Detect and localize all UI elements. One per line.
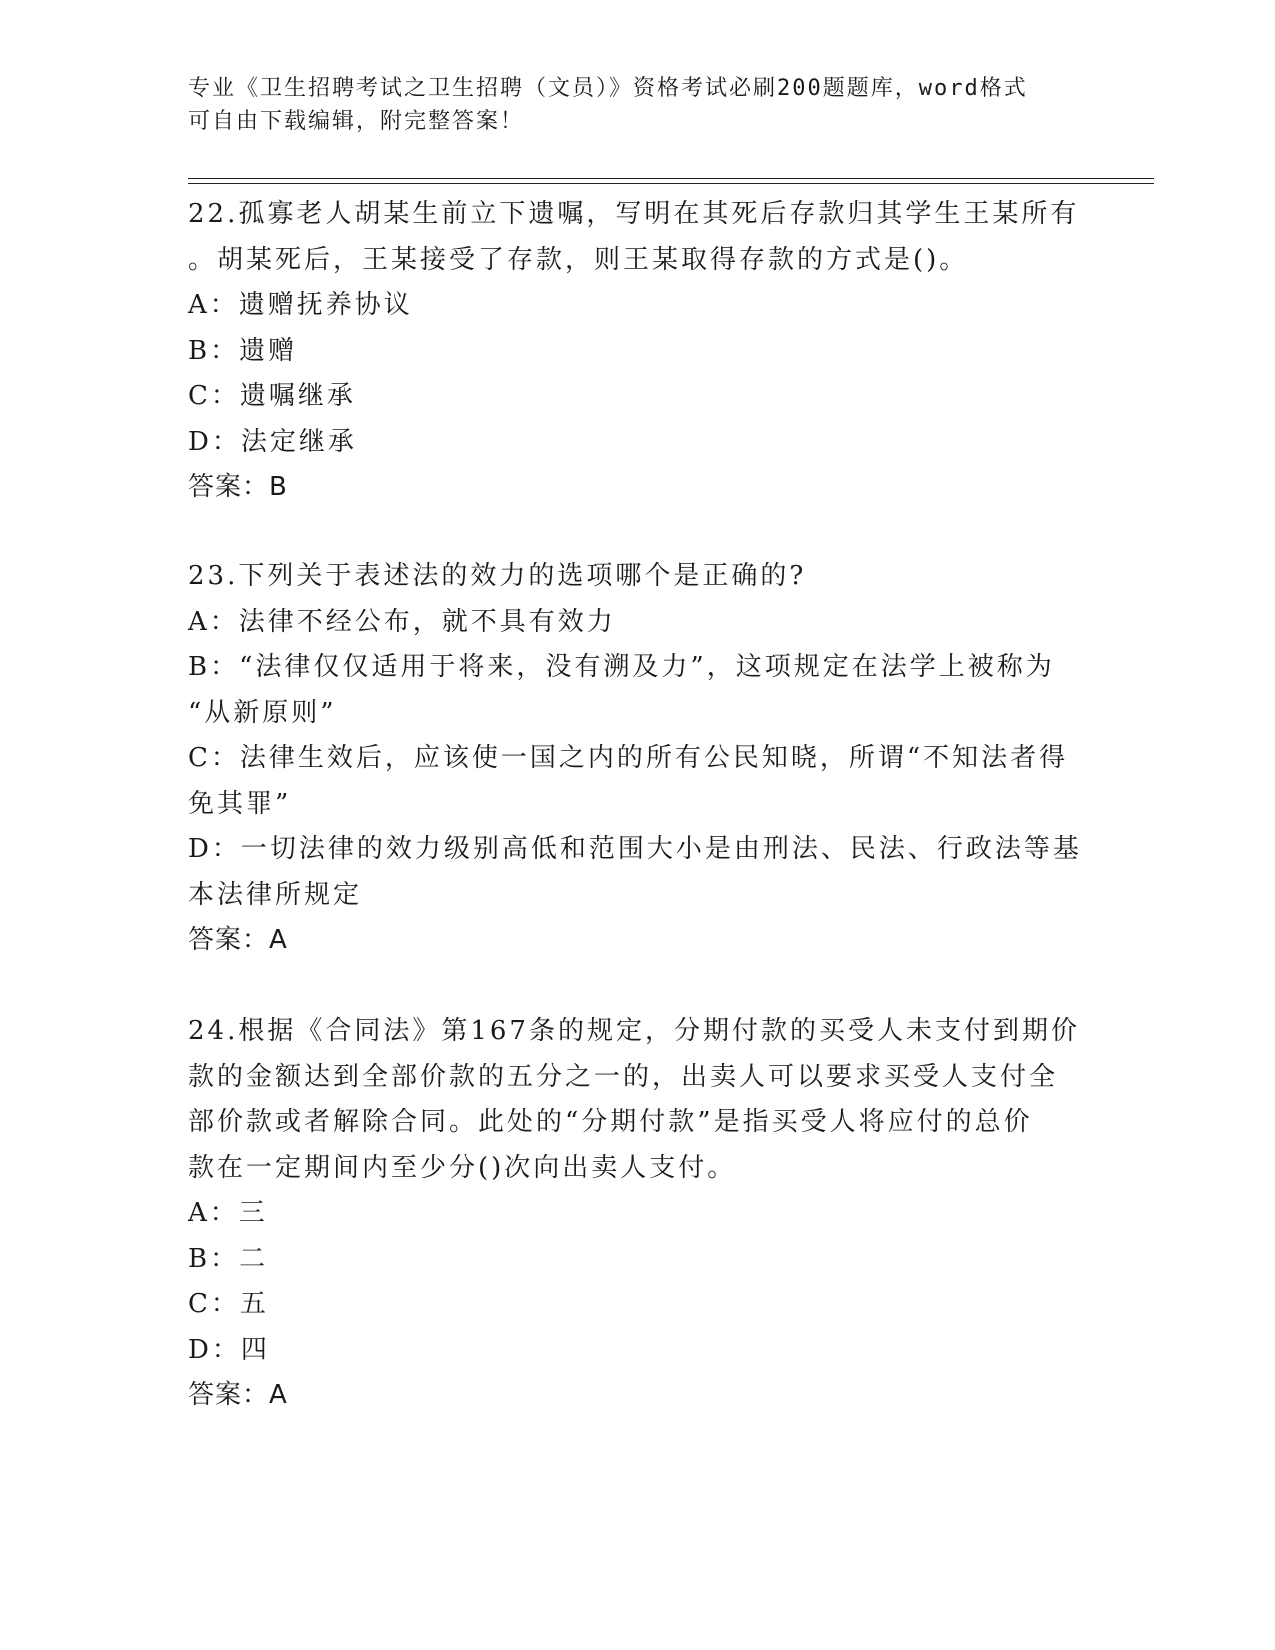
header-divider-bottom xyxy=(188,183,1154,184)
option-line: D：一切法律的效力级别高低和范围大小是由刑法、民法、行政法等基 xyxy=(188,834,1082,864)
option-b xyxy=(188,329,1078,375)
option-line: “从新原则” xyxy=(188,697,337,728)
option-line: 免其罪” xyxy=(188,788,292,819)
stem-line: 23.下列关于表述法的效力的选项哪个是正确的? xyxy=(188,561,807,591)
option-line: C：五 xyxy=(188,1289,269,1319)
option-line: B：二 xyxy=(188,1243,269,1274)
option-line: A：三 xyxy=(188,1198,268,1228)
option-line: A：遗赠抚养协议 xyxy=(188,290,413,320)
option-b xyxy=(188,645,1078,736)
header-divider-top xyxy=(188,178,1154,179)
option-c xyxy=(188,1282,1078,1328)
option-line: 本法律所规定 xyxy=(188,879,363,910)
header-line-2: 可自由下载编辑，附完整答案！ xyxy=(188,109,525,134)
question-stem xyxy=(188,554,1078,600)
question-23 xyxy=(188,554,1082,964)
option-c xyxy=(188,736,1078,827)
question-stem xyxy=(188,1009,1078,1191)
option-b xyxy=(188,1237,1078,1283)
option-line: A：法律不经公布，就不具有效力 xyxy=(188,606,616,637)
stem-line: 24.根据《合同法》第167条的规定，分期付款的买受人未支付到期价 xyxy=(188,1016,1080,1046)
document-header xyxy=(188,72,1068,138)
option-line: C：遗嘱继承 xyxy=(188,381,356,411)
question-22 xyxy=(188,192,1078,511)
option-d xyxy=(188,420,1078,466)
option-line: C：法律生效后，应该使一国之内的所有公民知晓，所谓“不知法者得 xyxy=(188,743,1069,773)
stem-line: 22.孤寡老人胡某生前立下遗嘱，写明在其死后存款归其学生王某所有 xyxy=(188,199,1080,229)
option-a xyxy=(188,283,1078,329)
question-stem xyxy=(188,192,1078,283)
header-line-1: 专业《卫生招聘考试之卫生招聘（文员）》资格考试必刷200题题库，word格式 xyxy=(188,76,1028,101)
answer-label: 答案：B xyxy=(188,472,288,502)
option-line: D：四 xyxy=(188,1334,270,1365)
option-line: B：“法律仅仅适用于将来，没有溯及力”，这项规定在法学上被称为 xyxy=(188,652,1055,682)
stem-line: 部价款或者解除合同。此处的“分期付款”是指买受人将应付的总价 xyxy=(188,1107,1033,1137)
stem-line: 款的金额达到全部价款的五分之一的，出卖人可以要求买受人支付全 xyxy=(188,1061,1059,1092)
question-24 xyxy=(188,1009,1078,1419)
stem-line: 。胡某死后，王某接受了存款，则王某取得存款的方式是()。 xyxy=(188,244,969,275)
option-line: D：法定继承 xyxy=(188,426,357,457)
option-c xyxy=(188,374,1078,420)
answer-label: 答案：A xyxy=(188,925,288,955)
stem-line: 款在一定期间内至少分()次向出卖人支付。 xyxy=(188,1152,737,1183)
option-d xyxy=(188,827,1082,918)
answer-label: 答案：A xyxy=(188,1380,288,1410)
option-line: B：遗赠 xyxy=(188,335,298,366)
option-a xyxy=(188,1191,1078,1237)
option-d xyxy=(188,1328,1078,1374)
option-a xyxy=(188,600,1078,646)
